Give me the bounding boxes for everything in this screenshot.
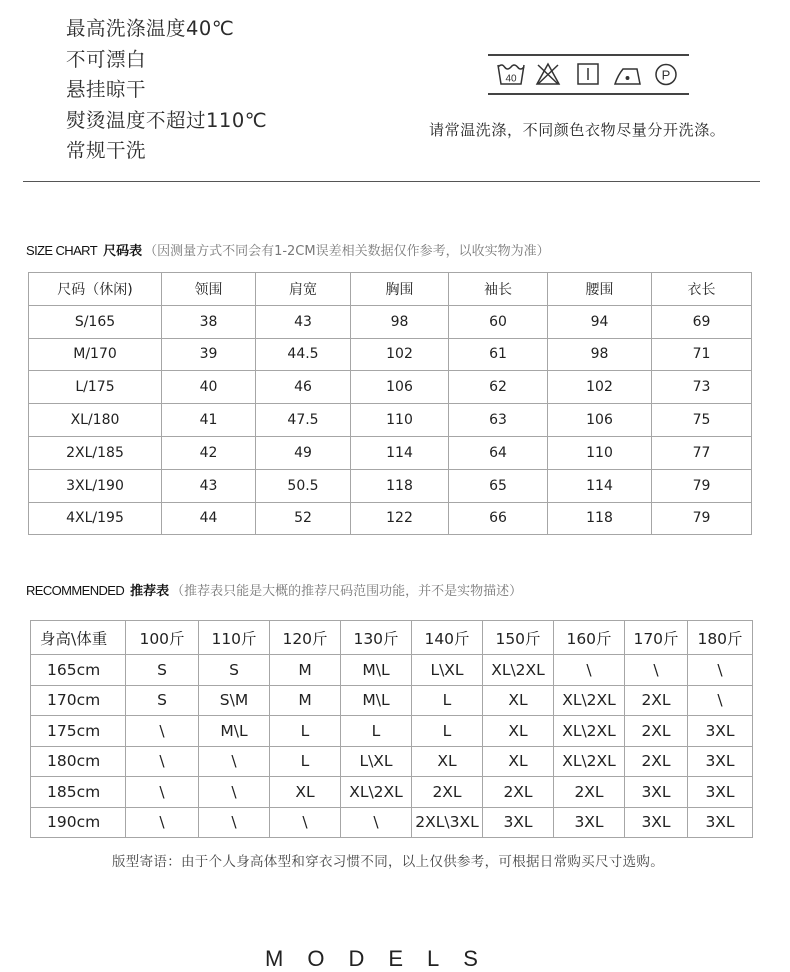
table-cell: 118 bbox=[351, 469, 449, 502]
table-header-cell: 180斤 bbox=[688, 621, 753, 655]
table-cell: 106 bbox=[351, 371, 449, 404]
size-chart-title-cn: 尺码表 bbox=[103, 244, 143, 259]
table-header-cell: 150斤 bbox=[483, 621, 554, 655]
table-cell: 3XL bbox=[483, 807, 554, 838]
table-cell: 44.5 bbox=[256, 338, 351, 371]
care-symbols-strip bbox=[488, 54, 689, 95]
iron-low-icon bbox=[615, 69, 640, 84]
table-cell: L bbox=[412, 716, 483, 747]
table-header-cell: 尺码（休闲) bbox=[29, 273, 162, 306]
models-heading: MODELS bbox=[265, 946, 502, 971]
care-line-no-bleach: 不可漂白 bbox=[66, 47, 147, 71]
table-cell: 106 bbox=[548, 404, 652, 437]
row-label-cell: 170cm bbox=[31, 685, 126, 716]
table-cell: S bbox=[126, 655, 199, 686]
table-row bbox=[29, 502, 752, 535]
care-line-dry-clean: 常规干洗 bbox=[66, 139, 147, 162]
table-cell: \ bbox=[126, 716, 199, 747]
row-label-cell: L/175 bbox=[29, 371, 162, 404]
no-bleach-icon bbox=[537, 64, 559, 84]
table-cell: \ bbox=[126, 807, 199, 838]
table-row bbox=[29, 305, 752, 338]
table-cell: \ bbox=[688, 685, 753, 716]
row-label-cell: S/165 bbox=[29, 305, 162, 338]
dry-clean-symbol-text: P bbox=[661, 67, 671, 83]
table-cell: 39 bbox=[162, 338, 256, 371]
table-cell: 94 bbox=[548, 305, 652, 338]
table-cell: L\XL bbox=[412, 655, 483, 686]
table-cell: 98 bbox=[548, 338, 652, 371]
table-cell: 2XL bbox=[483, 777, 554, 808]
table-cell: 71 bbox=[652, 338, 752, 371]
table-cell: M bbox=[270, 685, 341, 716]
wash-note: 请常温洗涤，不同颜色衣物尽量分开洗涤。 bbox=[429, 121, 726, 139]
table-cell: 38 bbox=[162, 305, 256, 338]
table-cell: 3XL bbox=[688, 777, 753, 808]
table-cell: M\L bbox=[341, 655, 412, 686]
table-header-cell: 身高\体重 bbox=[31, 621, 126, 655]
table-cell: 60 bbox=[449, 305, 548, 338]
table-header-cell: 170斤 bbox=[625, 621, 688, 655]
table-cell: L bbox=[412, 685, 483, 716]
table-cell: 66 bbox=[449, 502, 548, 535]
row-label-cell: 165cm bbox=[31, 655, 126, 686]
table-cell: 50.5 bbox=[256, 469, 351, 502]
table-header-cell: 100斤 bbox=[126, 621, 199, 655]
care-instructions bbox=[66, 14, 267, 167]
table-cell: XL\2XL bbox=[554, 716, 625, 747]
table-cell: S bbox=[126, 685, 199, 716]
wash-temp-symbol-text: 40 bbox=[505, 73, 517, 85]
table-row bbox=[29, 404, 752, 437]
care-line-wash-temp: 最高洗涤温度40℃ bbox=[66, 17, 235, 40]
table-cell: 122 bbox=[351, 502, 449, 535]
table-cell: 114 bbox=[548, 469, 652, 502]
table-cell: 3XL bbox=[625, 777, 688, 808]
recommended-footnote: 版型寄语：由于个人身高体型和穿衣习惯不同，以上仅供参考，可根据日常购买尺寸选购。 bbox=[112, 854, 664, 870]
row-label-cell: M/170 bbox=[29, 338, 162, 371]
table-cell: L bbox=[341, 716, 412, 747]
table-row bbox=[31, 777, 753, 808]
table-cell: 47.5 bbox=[256, 404, 351, 437]
table-cell: \ bbox=[199, 746, 270, 777]
table-cell: 110 bbox=[548, 436, 652, 469]
size-chart-heading bbox=[26, 240, 550, 259]
table-cell: 102 bbox=[351, 338, 449, 371]
table-header-cell: 领围 bbox=[162, 273, 256, 306]
table-cell: \ bbox=[625, 655, 688, 686]
table-cell: 61 bbox=[449, 338, 548, 371]
table-cell: 3XL bbox=[625, 807, 688, 838]
table-cell: \ bbox=[688, 655, 753, 686]
table-cell: XL bbox=[483, 746, 554, 777]
table-header-cell: 衣长 bbox=[652, 273, 752, 306]
table-cell: \ bbox=[126, 777, 199, 808]
table-cell: \ bbox=[341, 807, 412, 838]
table-cell: L bbox=[270, 746, 341, 777]
table-cell: 3XL bbox=[688, 807, 753, 838]
table-header-cell: 肩宽 bbox=[256, 273, 351, 306]
table-header-cell: 110斤 bbox=[199, 621, 270, 655]
table-row bbox=[31, 746, 753, 777]
table-cell: 73 bbox=[652, 371, 752, 404]
care-line-hang-dry: 悬挂晾干 bbox=[66, 78, 147, 101]
table-cell: 77 bbox=[652, 436, 752, 469]
table-header-cell: 胸围 bbox=[351, 273, 449, 306]
table-cell: XL\2XL bbox=[554, 746, 625, 777]
table-header-cell: 腰围 bbox=[548, 273, 652, 306]
table-cell: \ bbox=[199, 777, 270, 808]
recommended-title-en: RECOMMENDED bbox=[26, 583, 125, 598]
table-cell: 2XL bbox=[625, 716, 688, 747]
table-cell: 63 bbox=[449, 404, 548, 437]
table-cell: XL bbox=[270, 777, 341, 808]
table-row bbox=[31, 655, 753, 686]
table-cell: 79 bbox=[652, 469, 752, 502]
table-cell: 62 bbox=[449, 371, 548, 404]
table-cell: 42 bbox=[162, 436, 256, 469]
table-cell: 79 bbox=[652, 502, 752, 535]
table-cell: 2XL bbox=[412, 777, 483, 808]
table-cell: 2XL bbox=[625, 685, 688, 716]
table-cell: XL bbox=[483, 685, 554, 716]
table-cell: 2XL bbox=[625, 746, 688, 777]
table-cell: XL\2XL bbox=[341, 777, 412, 808]
table-header-cell: 140斤 bbox=[412, 621, 483, 655]
table-cell: 65 bbox=[449, 469, 548, 502]
row-label-cell: 190cm bbox=[31, 807, 126, 838]
table-cell: 118 bbox=[548, 502, 652, 535]
size-chart-table bbox=[28, 272, 752, 535]
table-cell: 110 bbox=[351, 404, 449, 437]
table-cell: 41 bbox=[162, 404, 256, 437]
table-cell: 69 bbox=[652, 305, 752, 338]
table-row bbox=[29, 469, 752, 502]
table-cell: 102 bbox=[548, 371, 652, 404]
table-row bbox=[31, 716, 753, 747]
table-cell: S\M bbox=[199, 685, 270, 716]
recommended-title-cn: 推荐表 bbox=[130, 584, 170, 599]
table-cell: 46 bbox=[256, 371, 351, 404]
dry-clean-p-icon bbox=[656, 65, 676, 85]
care-symbols-svg bbox=[488, 56, 689, 93]
table-cell: M\L bbox=[199, 716, 270, 747]
table-cell: \ bbox=[126, 746, 199, 777]
table-cell: XL bbox=[483, 716, 554, 747]
row-label-cell: 175cm bbox=[31, 716, 126, 747]
table-row bbox=[31, 685, 753, 716]
table-cell: 3XL bbox=[688, 746, 753, 777]
recommended-heading bbox=[26, 580, 522, 599]
table-cell: 3XL bbox=[554, 807, 625, 838]
table-cell: L bbox=[270, 716, 341, 747]
table-cell: \ bbox=[199, 807, 270, 838]
table-cell: 52 bbox=[256, 502, 351, 535]
table-header-cell: 袖长 bbox=[449, 273, 548, 306]
table-row bbox=[29, 436, 752, 469]
table-cell: 3XL bbox=[688, 716, 753, 747]
table-cell: 98 bbox=[351, 305, 449, 338]
table-header-cell: 160斤 bbox=[554, 621, 625, 655]
table-cell: M\L bbox=[341, 685, 412, 716]
row-label-cell: XL/180 bbox=[29, 404, 162, 437]
row-label-cell: 185cm bbox=[31, 777, 126, 808]
table-cell: 43 bbox=[256, 305, 351, 338]
table-cell: 40 bbox=[162, 371, 256, 404]
table-cell: XL\2XL bbox=[483, 655, 554, 686]
table-header-cell: 120斤 bbox=[270, 621, 341, 655]
table-cell: 114 bbox=[351, 436, 449, 469]
table-cell: 2XL bbox=[554, 777, 625, 808]
table-cell: XL\2XL bbox=[554, 685, 625, 716]
row-label-cell: 2XL/185 bbox=[29, 436, 162, 469]
table-cell: S bbox=[199, 655, 270, 686]
table-cell: 64 bbox=[449, 436, 548, 469]
recommended-table bbox=[30, 620, 753, 838]
table-cell: 49 bbox=[256, 436, 351, 469]
row-label-cell: 4XL/195 bbox=[29, 502, 162, 535]
table-cell: 43 bbox=[162, 469, 256, 502]
table-cell: \ bbox=[270, 807, 341, 838]
table-cell: L\XL bbox=[341, 746, 412, 777]
wash-40-icon bbox=[498, 65, 524, 85]
care-line-iron-temp: 熨烫温度不超过110℃ bbox=[66, 108, 268, 132]
table-cell: M bbox=[270, 655, 341, 686]
table-row bbox=[29, 338, 752, 371]
line-dry-icon bbox=[578, 64, 598, 84]
table-cell: 75 bbox=[652, 404, 752, 437]
row-label-cell: 180cm bbox=[31, 746, 126, 777]
section-divider bbox=[23, 181, 760, 182]
table-row bbox=[29, 371, 752, 404]
table-cell: XL bbox=[412, 746, 483, 777]
table-row bbox=[31, 807, 753, 838]
table-cell: \ bbox=[554, 655, 625, 686]
size-chart-note: （因测量方式不同会有1-2CM误差相关数据仅作参考，以收实物为准） bbox=[144, 244, 550, 259]
recommended-note: （推荐表只能是大概的推荐尺码范围功能，并不是实物描述） bbox=[171, 584, 523, 599]
table-header-row bbox=[31, 621, 753, 655]
table-header-row bbox=[29, 273, 752, 306]
table-cell: 2XL\3XL bbox=[412, 807, 483, 838]
row-label-cell: 3XL/190 bbox=[29, 469, 162, 502]
table-header-cell: 130斤 bbox=[341, 621, 412, 655]
size-chart-title-en: SIZE CHART bbox=[26, 243, 98, 258]
table-cell: 44 bbox=[162, 502, 256, 535]
